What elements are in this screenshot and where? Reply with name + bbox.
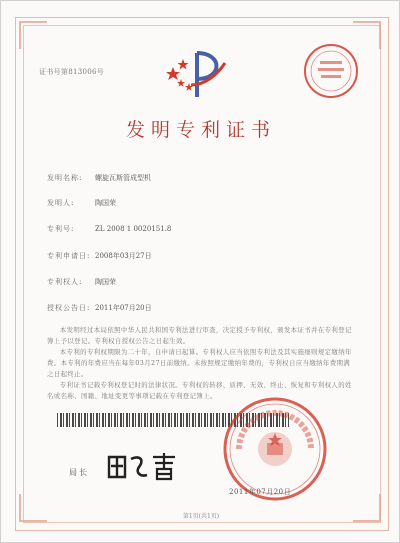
director-label: 局长 xyxy=(69,468,89,477)
director-signature xyxy=(105,449,185,483)
field-grant-date xyxy=(47,303,152,313)
field-label: 发明名称: xyxy=(47,174,83,182)
body-paragraph: 本专利的专利权期限为二十年，自申请日起算。专利权人应当依照专利法及其实施细则规定缴纳年费。本专利的年费应当在每年03月27日前缴纳。未按照规定缴纳年费的，专利权自应当缴纳年费期满之日起终止。 xyxy=(47,348,352,378)
corner-ornament xyxy=(19,21,47,49)
field-filing-date xyxy=(47,251,152,261)
field-value: 螺旋瓦斯管成型机 xyxy=(95,174,151,182)
field-label: 发明人: xyxy=(47,199,75,207)
body-paragraph: 专利证书记载专利权登记时的法律状况。专利权的转移、质押、无效、终止、恢复和专利权人的姓名或名称、国籍、地址变更等事项记载在专利登记簿上。 xyxy=(47,381,352,400)
field-value: 2011年07月20日 xyxy=(95,304,152,312)
field-label: 专利申请日: xyxy=(47,252,91,260)
field-value: ZL 2008 1 0020151.8 xyxy=(95,225,172,233)
field-value: 2008年03月27日 xyxy=(95,252,152,260)
field-label: 专利权人: xyxy=(47,278,83,286)
certificate-body xyxy=(47,325,353,402)
patent-office-logo-icon xyxy=(161,45,231,105)
field-patentee xyxy=(47,277,116,287)
body-paragraph: 本发明经过本局依照中华人民共和国专利法进行审查，决定授予专利权，颁发本证书并在专利登记簿上予以登记。专利权自授权公告之日起生效。 xyxy=(47,326,352,345)
registration-seal-icon xyxy=(301,41,361,101)
field-value: 陶国荣 xyxy=(95,199,116,207)
field-patent-number xyxy=(47,224,171,234)
certificate-title: 发明专利证书 xyxy=(125,119,276,141)
field-label: 授权公告日: xyxy=(47,304,91,312)
field-label: 专利号: xyxy=(47,225,75,233)
certificate-number: 证书号第813006号 xyxy=(39,68,105,76)
issue-date: 2011年07月20日 xyxy=(229,488,292,496)
field-invention-name xyxy=(47,173,151,183)
field-inventor xyxy=(47,198,116,208)
page-number: 第1页(共1页) xyxy=(182,513,220,520)
field-value: 陶国荣 xyxy=(95,278,116,286)
